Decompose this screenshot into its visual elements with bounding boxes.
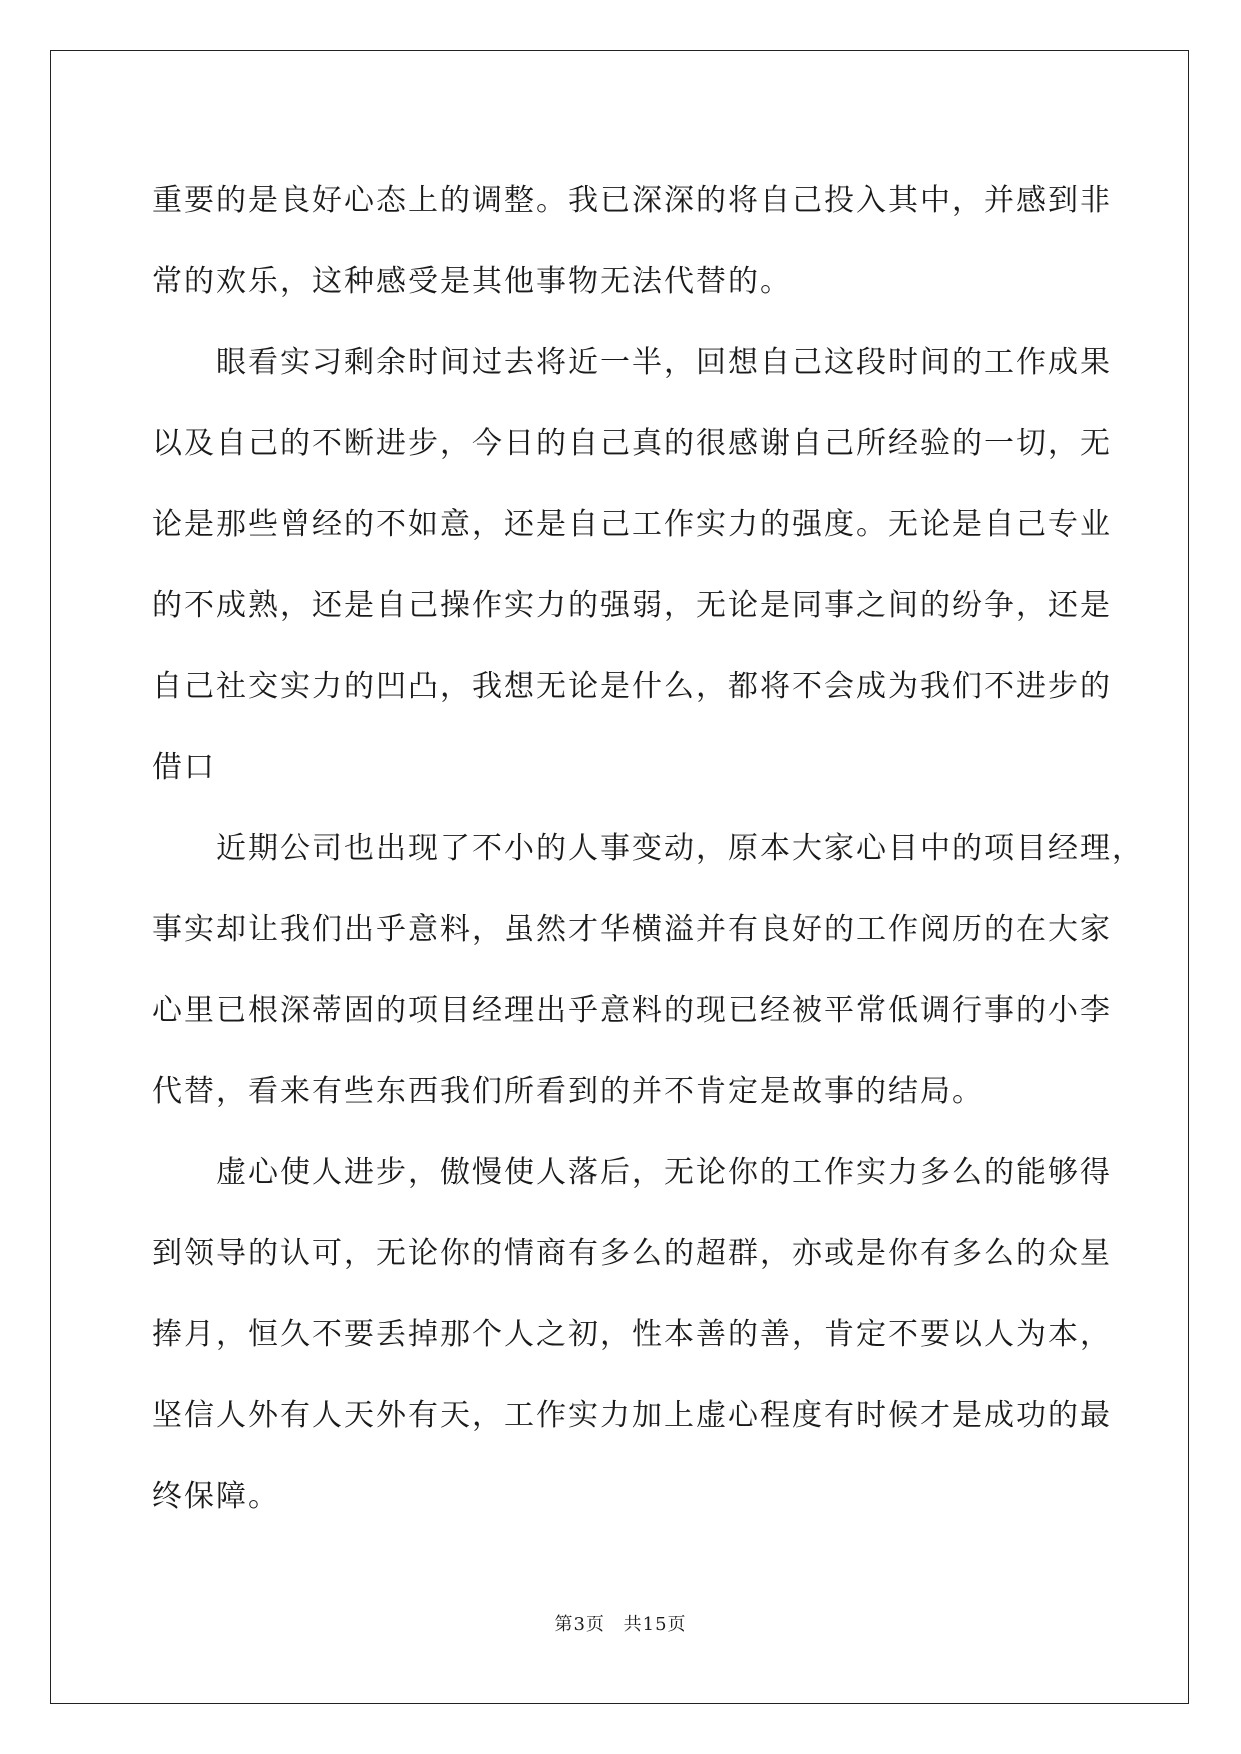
text-line: 终保障。 <box>152 1479 280 1514</box>
text-line: 心里已根深蒂固的项目经理出乎意料的现已经被平常低调行事的小李 <box>152 993 1112 1028</box>
text-line: 自己社交实力的凹凸，我想无论是什么，都将不会成为我们不进步的 <box>152 669 1112 704</box>
text-line: 常的欢乐，这种感受是其他事物无法代替的。 <box>152 264 792 299</box>
text-line: 以及自己的不断进步，今日的自己真的很感谢自己所经验的一切，无 <box>152 426 1112 461</box>
paragraph-first-line: 近期公司也出现了不小的人事变动，原本大家心目中的项目经理， <box>216 831 1144 866</box>
text-line: 坚信人外有人天外有天，工作实力加上虚心程度有时候才是成功的最 <box>152 1398 1112 1433</box>
text-line: 重要的是良好心态上的调整。我已深深的将自己投入其中，并感到非 <box>152 183 1112 218</box>
current-page-label: 第3页 <box>554 1614 605 1635</box>
paragraph-first-line: 虚心使人进步，傲慢使人落后，无论你的工作实力多么的能够得 <box>216 1155 1112 1190</box>
text-line: 论是那些曾经的不如意，还是自己工作实力的强度。无论是自己专业 <box>152 507 1112 542</box>
paragraph-first-line: 眼看实习剩余时间过去将近一半，回想自己这段时间的工作成果 <box>216 345 1112 380</box>
total-pages-label: 共15页 <box>623 1614 687 1635</box>
document-body <box>152 160 1144 1537</box>
page-number-footer <box>0 1610 1241 1636</box>
text-line: 事实却让我们出乎意料，虽然才华横溢并有良好的工作阅历的在大家 <box>152 912 1112 947</box>
text-line: 捧月，恒久不要丢掉那个人之初，性本善的善，肯定不要以人为本， <box>152 1317 1112 1352</box>
text-line: 代替，看来有些东西我们所看到的并不肯定是故事的结局。 <box>152 1074 984 1109</box>
text-line: 借口 <box>152 750 216 785</box>
text-line: 的不成熟，还是自己操作实力的强弱，无论是同事之间的纷争，还是 <box>152 588 1112 623</box>
text-line: 到领导的认可，无论你的情商有多么的超群，亦或是你有多么的众星 <box>152 1236 1112 1271</box>
